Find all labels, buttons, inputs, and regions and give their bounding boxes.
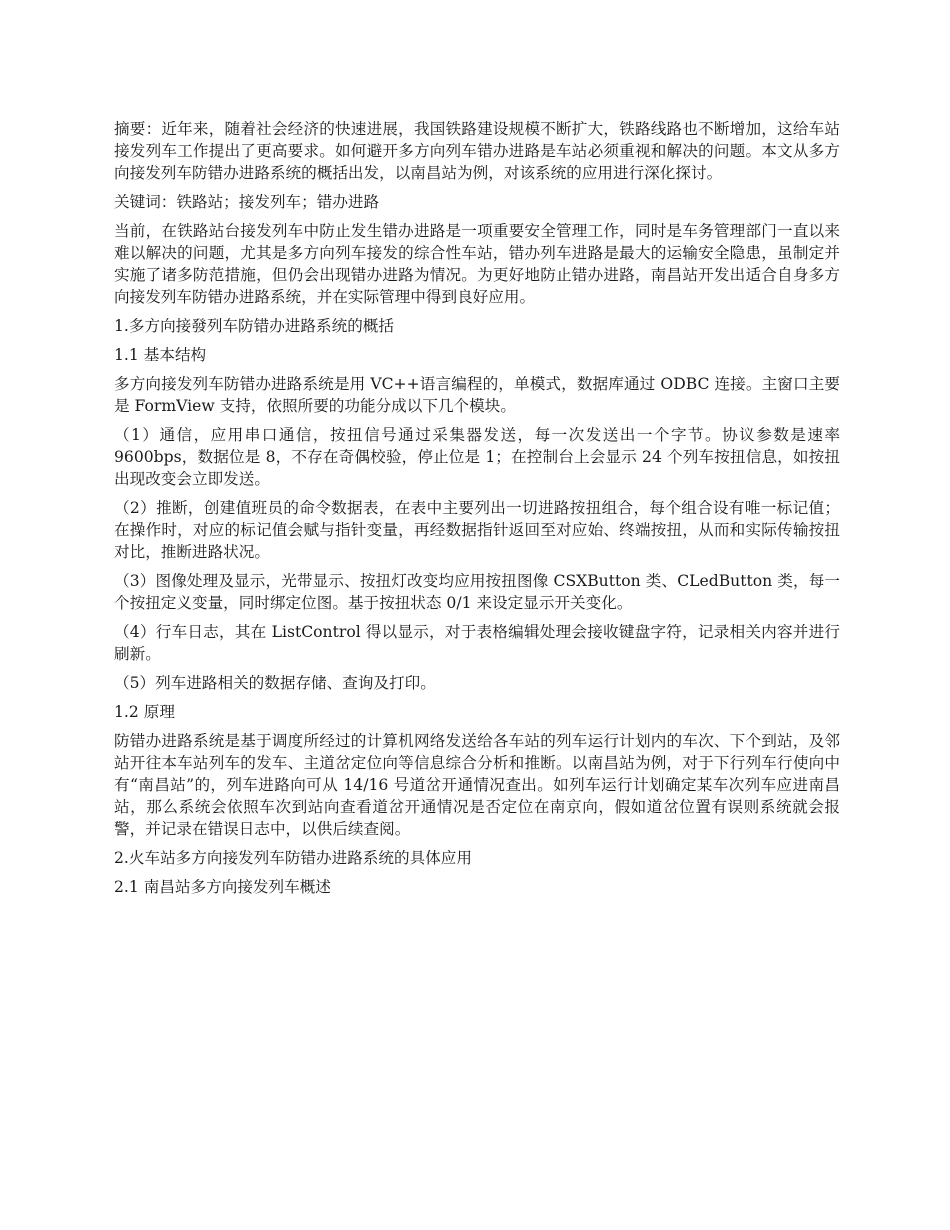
intro-paragraph: 当前，在铁路站台接发列车中防止发生错办进路是一项重要安全管理工作，同时是车务管理部门一直以来难以解决的问题，尤其是多方向列车接发的综合性车站，错办列车进路是最大的运输安全隐患，虽制定并实施了诸多防范措施，但仍会出现错办进路为情况。为更好地防止错办进路，南昌站开发出适合自身多方向接发列车防错办进路系统，并在实际管理中得到良好应用。 (114, 222, 840, 306)
keywords-paragraph: 关键词：铁路站；接发列车；错办进路 (114, 193, 380, 211)
abstract-paragraph: 摘要：近年来，随着社会经济的快速进展，我国铁路建设规模不断扩大，铁路线路也不断增加，这给车站接发列车工作提出了更高要求。如何避开多方向列车错办进路是车站必须重视和解决的问题。本文从多方向接发列车防错办进路系统的概括出发，以南昌站为例，对该系统的应用进行深化探讨。 (114, 120, 840, 182)
section-1-2-paragraph: 防错办进路系统是基于调度所经过的计算机网络发送给各车站的列车运行计划内的车次、下个到站，及邻站开往本车站列车的发车、主道岔定位向等信息综合分析和推断。以南昌站为例，对于下行列车行使向中有“南昌站”的，列车进路向可从 14/16 号道岔开通情况查出。如列车运行计划确定某车次列车应进南昌站，那么系统会依照车次到站向查看道岔开通情况是否定位在南京向，假如道岔位置有误则系统就会报警，并记录在错误日志中，以供后续查阅。 (114, 732, 840, 838)
section-2-1-heading: 2.1 南昌站多方向接发列车概述 (114, 878, 331, 896)
section-1-1-paragraph: 多方向接发列车防错办进路系统是用 VC++语言编程的，单模式，数据库通过 ODBC 连接。主窗口主要是 FormView 支持，依照所要的功能分成以下几个模块。 (114, 375, 840, 415)
module-item-4: （4）行车日志，其在 ListControl 得以显示，对于表格编辑处理会接收键盘字符，记录相关内容并进行刷新。 (114, 623, 840, 663)
section-2-heading: 2.火车站多方向接发列车防错办进路系统的具体应用 (114, 849, 472, 867)
module-item-3: （3）图像处理及显示，光带显示、按扭灯改变均应用按扭图像 CSXButton 类、CLedButton 类，每一个按扭定义变量，同时绑定位图。基于按扭状态 0/1 来设定显示开关变化。 (114, 572, 840, 612)
module-item-5: （5）列车进路相关的数据存储、查询及打印。 (114, 674, 436, 692)
section-1-2-heading: 1.2 原理 (114, 703, 175, 721)
module-item-2: （2）推断，创建值班员的命令数据表，在表中主要列出一切进路按扭组合，每个组合设有唯一标记值；在操作时，对应的标记值会赋与指针变量，再经数据指针返回至对应始、终端按扭，从而和实际传输按扭对比，推断进路状况。 (114, 499, 840, 561)
module-item-1: （1）通信，应用串口通信，按扭信号通过采集器发送，每一次发送出一个字节。协议参数是速率 9600bps，数据位是 8，不存在奇偶校验，停止位是 1；在控制台上会显示 24 个列车按扭信息，如按扭出现改变会立即发送。 (114, 426, 840, 488)
section-1-1-heading: 1.1 基本结构 (114, 346, 207, 364)
document-body (114, 118, 840, 905)
section-1-heading: 1.多方向接發列车防错办进路系统的概括 (114, 317, 394, 335)
